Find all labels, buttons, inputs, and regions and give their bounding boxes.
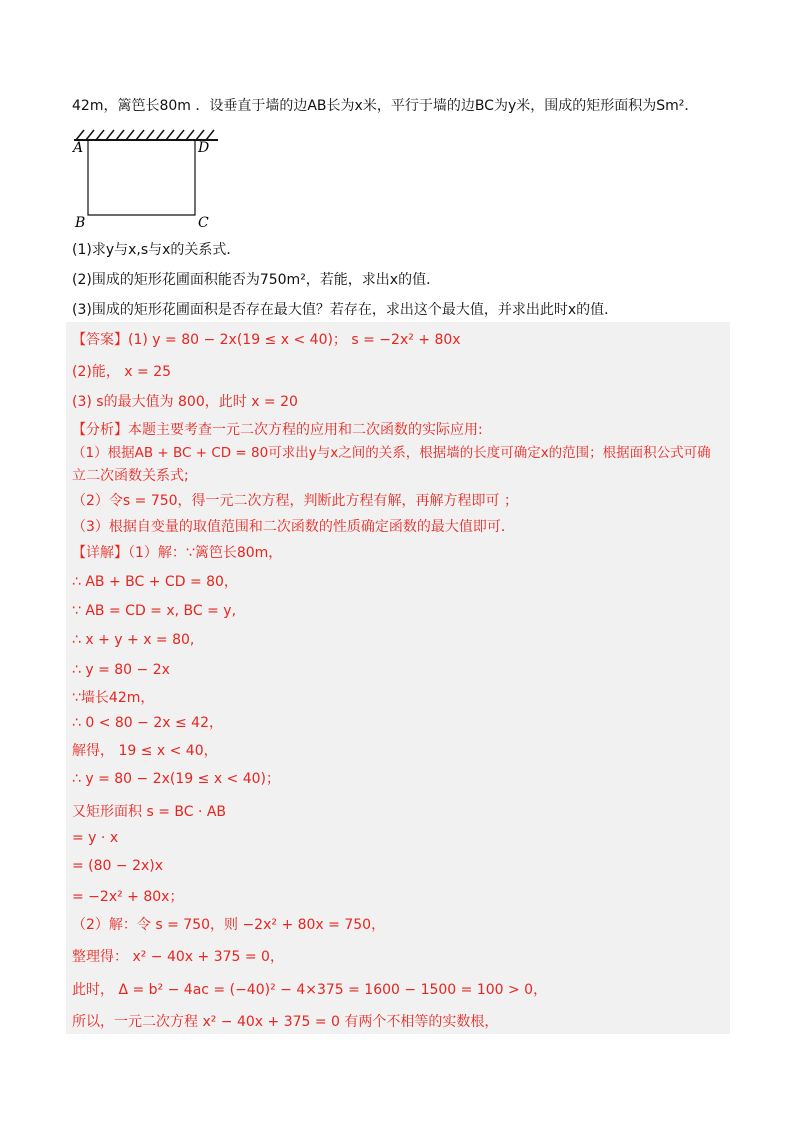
answer-3: (3) s的最大值为 800，此时 x = 20 (72, 394, 298, 410)
label-D: D (198, 140, 210, 156)
detail-line-17: 所以，一元二次方程 x² − 40x + 375 = 0 有两个不相等的实数根， (72, 1014, 499, 1030)
detail-line-2: ∴ AB + BC + CD = 80， (72, 574, 238, 590)
detail-line-12: = (80 − 2x)x (72, 858, 164, 874)
detail-line-16: 此时， Δ = b² − 4ac = (−40)² − 4×375 = 1600 − 1500 = 100 > 0， (72, 982, 548, 998)
detail-line-9: ∴ y = 80 − 2x(19 ≤ x < 40)； (72, 771, 281, 787)
fence-rectangle (88, 140, 195, 215)
detail-line-13: = −2x² + 80x； (72, 889, 184, 905)
detail-line-10: 又矩形面积 s = BC · AB (72, 804, 227, 820)
detail-line-5: ∴ y = 80 − 2x (72, 662, 170, 678)
label-C: C (198, 215, 209, 228)
detail-line-6: ∵墙长42m， (72, 690, 155, 706)
analysis-point-1b: 立二次函数关系式; (72, 468, 189, 484)
detail-line-15: 整理得： x² − 40x + 375 = 0， (72, 949, 284, 965)
detail-line-4: ∴ x + y + x = 80, (72, 632, 195, 648)
detail-line-14: （2）解：令 s = 750，则 −2x² + 80x = 750， (72, 917, 386, 933)
rectangle-diagram (72, 128, 232, 228)
analysis-point-2: （2）令s = 750，得一元二次方程，判断此方程有解，再解方程即可 ； (72, 493, 519, 509)
detail-line-3: ∵ AB = CD = x, BC = y, (72, 603, 237, 619)
analysis-point-3: （3）根据自变量的取值范围和二次函数的性质确定函数的最大值即可． (72, 519, 515, 535)
detail-line-1: 【详解】（1）解：∵篱笆长80m， (72, 545, 283, 561)
answer-1: 【答案】(1) y = 80 − 2x(19 ≤ x < 40)； s = −2x² + 80x (72, 332, 461, 348)
detail-line-11: = y · x (72, 830, 119, 846)
wall-hatching (76, 130, 214, 140)
label-A: A (73, 140, 84, 156)
analysis-point-1a: （1）根据AB + BC + CD = 80可求出y与x之间的关系，根据墙的长度可确定x的范围；根据面积公式可确 (72, 445, 711, 461)
question-2: (2)围成的矩形花圃面积能否为750m²，若能，求出x的值． (72, 272, 441, 288)
label-B: B (75, 215, 86, 228)
problem-intro: 42m，篱笆长80m ．设垂直于墙的边AB长为x米，平行于墙的边BC为y米，围成的矩形面积为Sm²． (72, 98, 699, 114)
question-1: (1)求y与x,s与x的关系式． (72, 242, 241, 258)
detail-line-8: 解得， 19 ≤ x < 40， (72, 743, 218, 759)
question-3: (3)围成的矩形花圃面积是否存在最大值？若存在，求出这个最大值，并求出此时x的值． (72, 302, 619, 318)
answer-2: (2)能， x = 25 (72, 364, 172, 380)
analysis-title: 【分析】本题主要考查一元二次方程的应用和二次函数的实际应用: (72, 422, 483, 438)
detail-line-7: ∴ 0 < 80 − 2x ≤ 42， (72, 715, 223, 731)
